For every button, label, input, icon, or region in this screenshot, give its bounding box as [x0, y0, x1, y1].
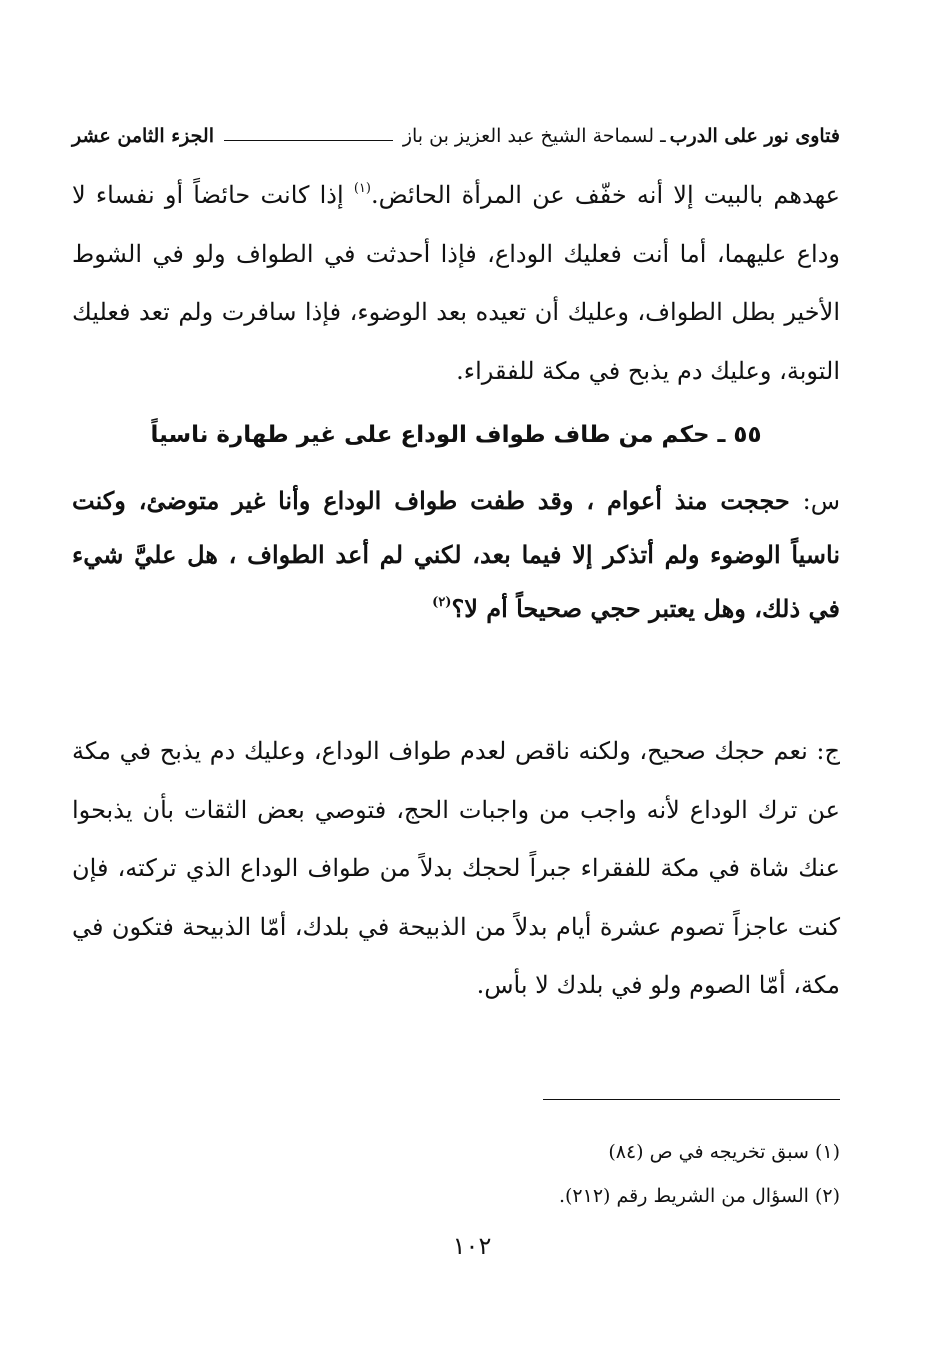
answer-label: ج: — [816, 737, 840, 765]
continuation-paragraph — [72, 166, 840, 400]
paragraph-text-rest: إذا كانت حائضاً أو نفساء لا وداع عليهما، أما أنت فعليك الوداع، فإذا أحدثت في الطواف ولو في الشوط الأخير بطل الطواف، وعليك أن تعيده بعد الوضوء، فإذا سافرت ولم تعد فعليك التوبة، وعليك دم يذبح في مكة للفقراء. — [72, 181, 840, 385]
part-label: الجزء الثامن عشر — [72, 125, 214, 147]
footnotes — [72, 1130, 840, 1218]
header-rule — [224, 140, 393, 141]
footnote-1: (١) سبق تخريجه في ص (٨٤) — [608, 1141, 840, 1163]
page-number: ١٠٢ — [452, 1232, 492, 1260]
footnote-2: (٢) السؤال من الشريط رقم (٢١٢). — [558, 1185, 840, 1207]
question-text: حججت منذ أعوام ، وقد طفت طواف الوداع وأنا غير متوضئ، وكنت ناسياً الوضوء ولم أتذكر إلا فيما بعد، لكني لم أعد الطواف ، هل عليَّ شيء في ذلك، وهل يعتبر حجي صحيحاً أم لا؟ — [72, 486, 840, 623]
answer-text: نعم حجك صحيح، ولكنه ناقص لعدم طواف الوداع، وعليك دم يذبح في مكة عن ترك الوداع لأنه واجب من واجبات الحج، فتوصي بعض الثقات بأن يذبحوا عنك شاة في مكة للفقراء جبراً لحجك بدلاً من طواف الوداع الذي تركته، فإن كنت عاجزاً تصوم عشرة أيام بدلاً من الذبيحة في بلدك، أمّا الذبيحة فتكون في مكة، أمّا الصوم ولو في بلدك لا بأس. — [72, 737, 840, 999]
answer-block — [72, 722, 840, 1015]
running-header — [72, 120, 840, 152]
book-title: فتاوى نور على الدرب — [669, 125, 840, 147]
question-block — [72, 474, 840, 636]
author-name: ـ لسماحة الشيخ عبد العزيز بن باز — [402, 125, 666, 147]
footnote-marker-1: (١) — [353, 181, 371, 196]
footnote-separator — [543, 1099, 840, 1100]
question-label: س: — [802, 487, 840, 515]
paragraph-text-start: عهدهم بالبيت إلا أنه خفّف عن المرأة الحائض. — [370, 181, 840, 209]
footnote-marker-2: (٢) — [432, 595, 452, 610]
section-heading: ٥٥ ـ حكم من طاف طواف الوداع على غير طهارة ناسياً — [150, 422, 762, 448]
